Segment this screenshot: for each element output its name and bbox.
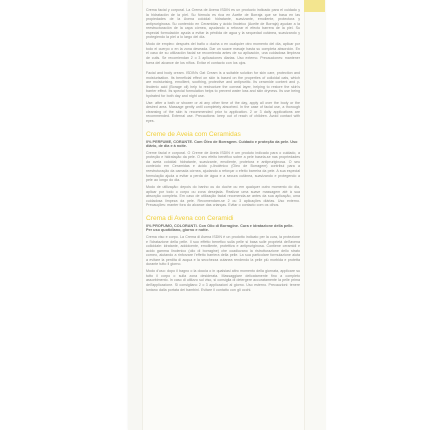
spanish-description: Crema facial y corporal. La Crema de Avena ISDIN es un producto indicado para el cuidado y la hidratación de la piel. Su fórmula es rica en Aceite de Borraja que se basa en las propiedades de la Avena coloidal: hidratante, suavizante, emoliente, protectora y antipruriginosa. Su contenido en Ceramidas y ácido linoleico (Aceite de Borraja) ayudan a la reestructuración de la capa córnea, ayudando a reforzar el efecto barrera de la piel. Su especial formulación ayuda a evitar la pérdida de agua y la sequedad cutánea, suavizando y protegiendo la piel a lo largo del día.	[146, 8, 300, 40]
english-usage: Use: after a bath or shower or at any other time of the day, apply all over the body or the desired area. Massage gently until completely absorbed. In the case of facial use, a thorough cleansing of the skin is recommended prior to application. 2 or 3 daily applications are recommended. External use. Precautions: keep out of reach of children. Avoid contact with eyes.	[146, 100, 300, 124]
carton-left-fold	[128, 0, 143, 430]
spanish-usage: Modo de empleo: después del baño o ducha o en cualquier otro momento del día, aplicar por todo el cuerpo o en la zona deseada. Dar un suave masaje hasta su completa absorción. En el caso de su utilización facial se recomienda antes de su aplicación, una cuidadosa limpieza de cutis. Se recomiendan 2 o 3 aplicaciones diarias. Uso externo. Precauciones: mantener fuera del alcance de los niños. Evitar el contacto con los ojos.	[146, 42, 300, 65]
portuguese-subhead: 0% PERFUME, CORANTE. Com Óleo de Borragem. Cuidado e proteção da pele. Uso diário, de dia e à noite.	[146, 139, 298, 149]
carton-top-flap	[304, 0, 325, 12]
portuguese-heading: Creme de Aveia com Ceramidas	[146, 130, 241, 138]
carton-right-fold	[304, 0, 326, 430]
english-description: Facial and body cream. ISDIN's Oat Cream is a suitable solution for skin care, protection and moisturisation. Its beneficial effect on skin is based on the properties of colloidal oats, which are moisturising, emollient, soothing, protective and antipruritic. Its ceramide content and γ-linolenic acid (Borage oil) help to restructure the corneal layer, helping to restore the skin's barrier effect. Its special formulation helps to prevent water loss and skin dryness. Its use being hydrated for both day and night use.	[146, 71, 300, 98]
italian-heading: Crema di Avena con Ceramidi	[146, 214, 234, 222]
italian-subhead: 0% PROFUMO, COLORANTI. Con Olio di Borragine. Cura e idratazione della pelle. Per uso quotidiano, giorno e notte.	[146, 223, 294, 233]
italian-description: Crema viso e corpo. La Crema di Avena ISDIN è un prodotto indicato per la cura, la protezione e l'idratazione della pelle. Il suo effetto benefico sulla pelle si basa sulle proprietà dell'avena colloidale: idratante, addolcente, emolliente, protettiva e antipruriginosa. Contiene ceramidi e acido gamma linolenico (olio di borragine) che coadiuvano la ristrutturazione dello strato corneo, aiutando a rinforzare l'effetto barriera della pelle. La sua particolare formulazione aiuta a evitare la perdita di acqua e la secchezza cutanea rendendo la pelle più morbida e protetta durante tutto il giorno.	[146, 235, 300, 267]
carton-text-panel	[146, 8, 300, 428]
italian-usage: Modo d'uso: dopo il bagno o la doccia o in qualsiasi altro momento della giornata, applicare su tutto il corpo o sulla zona desiderata. Massaggiare delicatamente fino a completo assorbimento. In caso di utilizzo sul viso, si consiglia di detergere accuratamente la pelle prima dell'applicazione. Si consigliano 2 o 3 applicazioni al giorno. Uso esterno. Precauzioni: tenere lontano dalla portata dei bambini. Evitare il contatto con gli occhi.	[146, 269, 300, 292]
portuguese-usage: Modo de utilização: depois do banho ou do duche ou em qualquer outro momento do dia, aplicar por todo o corpo ou zona desejada. Realizar uma suave massagem até à sua absorção completa. Em caso de utilização facial recomenda-se antes da sua aplicação, uma cuidadosa limpeza da pele. Recomendam-se 2 ou 3 aplicações diárias. Uso externo. Precauções: manter fora do alcance das crianças. Evitar o contacto com os olhos.	[146, 185, 300, 208]
portuguese-description: Creme facial e corporal. O Creme de Aveia ISDIN é um produto indicado para o cuidado, a proteção e hidratação da pele. O seu efeito benéfico sobre a pele baseia-se nas propriedades da aveia coloidal: hidratante, suavizante, emoliente, protetora e antipruriginosa. O seu conteúdo em Ceramidas e ácido γ-linolénico (Óleo de Borragem) contribui para a reestruturação da camada córnea, ajudando a reforçar o efeito barreira da pele. A sua especial formulação ajuda a evitar a perda de água e a secura cutânea, suavizando e protegendo a pele ao longo do dia.	[146, 150, 300, 183]
